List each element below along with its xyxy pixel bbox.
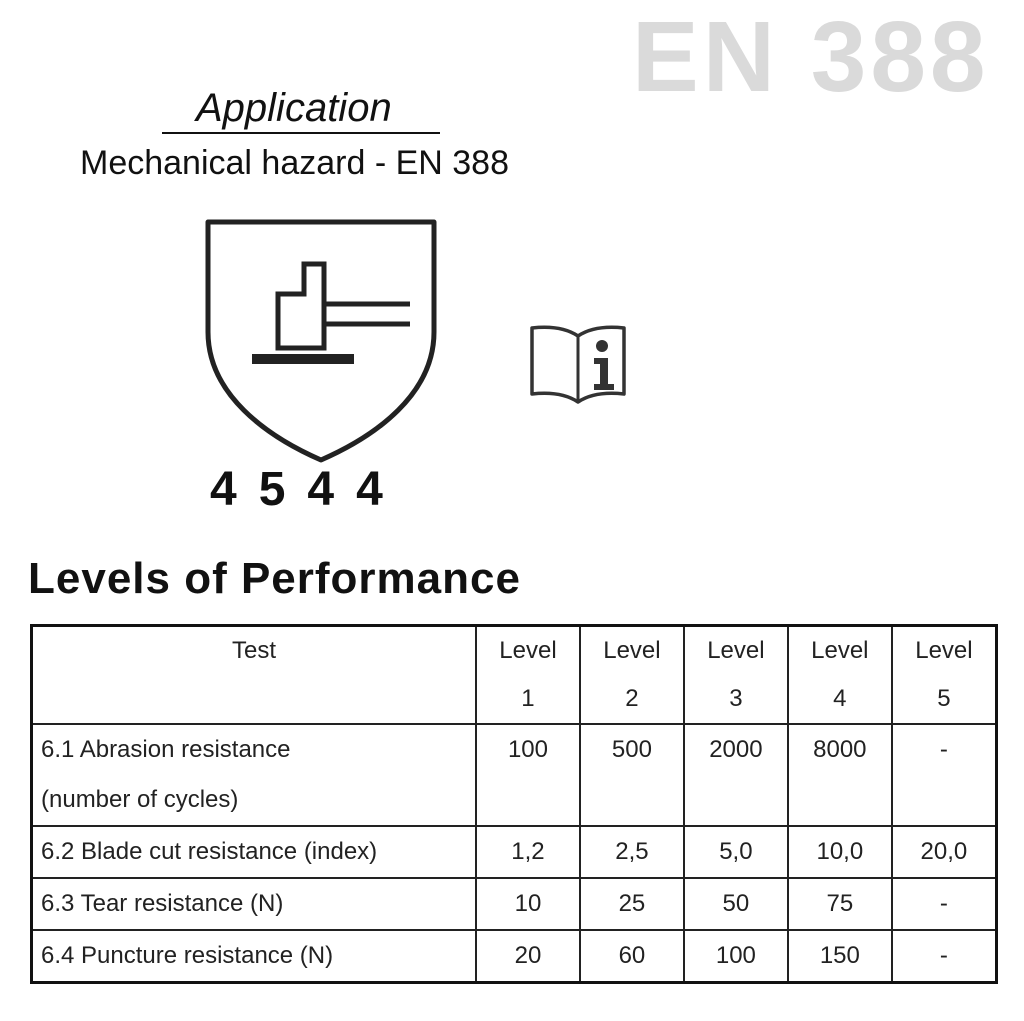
application-subheading: Mechanical hazard - EN 388	[80, 144, 510, 182]
table-row	[32, 930, 997, 983]
level-3-cell: 50	[684, 878, 788, 930]
test-name-cell: 6.4 Puncture resistance (N)	[32, 930, 477, 983]
level-2-cell: 60	[580, 930, 684, 983]
table-row	[32, 878, 997, 930]
level-5-cell: 20,0	[892, 826, 997, 878]
level-3-cell: 2000	[684, 724, 788, 826]
level-3-cell: 100	[684, 930, 788, 983]
rating-abrasion: 4	[210, 463, 237, 516]
column-header-level-5: Level 5	[892, 626, 997, 725]
level-4-cell: 10,0	[788, 826, 892, 878]
table-row	[32, 724, 997, 826]
level-5-cell: -	[892, 878, 997, 930]
level-2-cell: 500	[580, 724, 684, 826]
rating-tear: 4	[307, 463, 335, 516]
performance-ratings	[210, 462, 383, 517]
level-2-cell: 25	[580, 878, 684, 930]
performance-table	[30, 624, 998, 984]
level-1-cell: 10	[476, 878, 580, 930]
level-3-cell: 5,0	[684, 826, 788, 878]
information-book-icon	[522, 318, 634, 413]
level-5-cell: -	[892, 930, 997, 983]
column-header-level-1: Level 1	[476, 626, 580, 725]
column-header-level-2: Level 2	[580, 626, 684, 725]
table-header-row	[32, 626, 997, 725]
level-4-cell: 75	[788, 878, 892, 930]
application-heading: Application	[196, 86, 392, 130]
rating-puncture: 4	[356, 463, 383, 516]
level-4-cell: 8000	[788, 724, 892, 826]
level-5-cell: -	[892, 724, 997, 826]
standard-title: EN 388	[632, 1, 990, 113]
level-2-cell: 2,5	[580, 826, 684, 878]
test-name-cell: 6.2 Blade cut resistance (index)	[32, 826, 477, 878]
column-header-level-4: Level 4	[788, 626, 892, 725]
test-name-cell: 6.1 Abrasion resistance (number of cycles)	[32, 724, 477, 826]
level-1-cell: 20	[476, 930, 580, 983]
levels-heading: Levels of Performance	[28, 554, 521, 603]
level-1-cell: 100	[476, 724, 580, 826]
rating-blade-cut: 5	[258, 463, 286, 516]
table-row	[32, 826, 997, 878]
test-name-cell: 6.3 Tear resistance (N)	[32, 878, 477, 930]
application-underline	[162, 132, 440, 134]
level-1-cell: 1,2	[476, 826, 580, 878]
level-4-cell: 150	[788, 930, 892, 983]
column-header-test: Test	[32, 626, 477, 725]
column-header-level-3: Level 3	[684, 626, 788, 725]
hammer-glove-shield-icon	[200, 214, 440, 469]
